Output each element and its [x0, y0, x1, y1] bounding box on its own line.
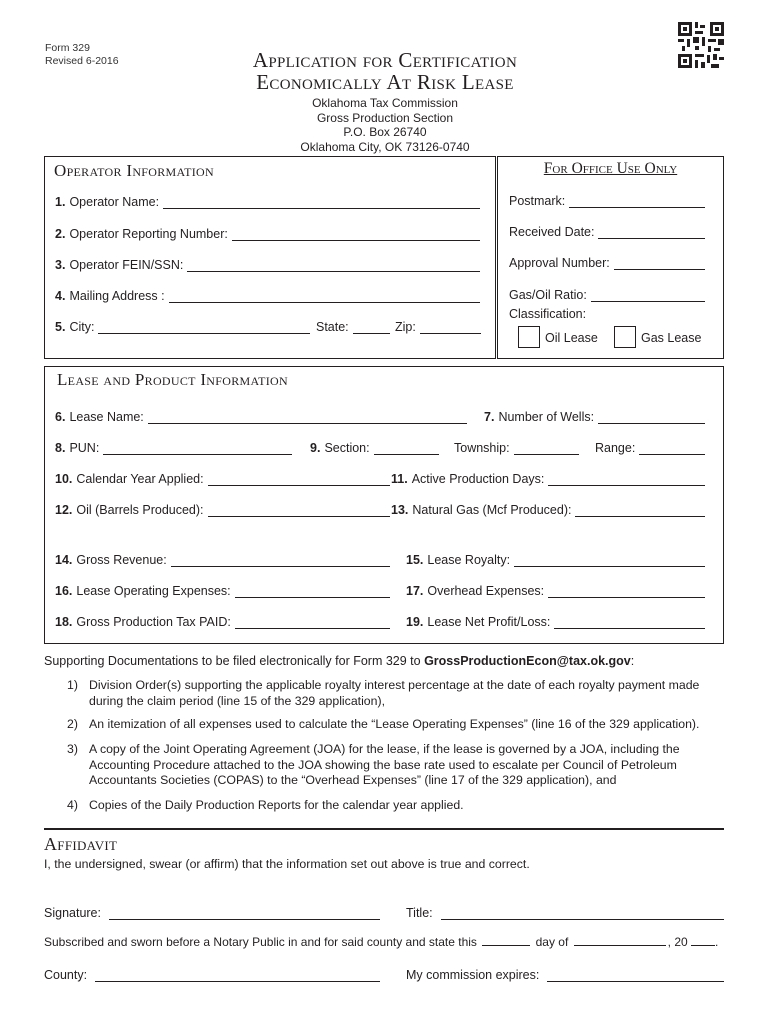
affidavit-statement: I, the undersigned, swear (or affirm) that the information set out above is true and correct. [44, 857, 530, 871]
lease-name-label: Lease Name: [69, 410, 144, 424]
postmark-field[interactable] [509, 192, 705, 208]
lease-net-profit-label: Lease Net Profit/Loss: [427, 615, 551, 629]
field-number: 1. [55, 195, 66, 209]
supporting-docs-text: Supporting Documentations to be filed electronically for Form 329 to [44, 654, 425, 668]
field-number: 17. [406, 584, 424, 598]
title-label: Title: [406, 906, 433, 920]
commission-expires-input[interactable] [547, 970, 724, 982]
calendar-year-input[interactable] [208, 474, 390, 486]
received-date-label: Received Date: [509, 225, 595, 239]
doc-item [67, 798, 727, 814]
notary-day-of: day of [535, 935, 569, 949]
received-date-field[interactable] [509, 223, 705, 239]
operator-fein-label: Operator FEIN/SSN: [69, 258, 184, 272]
doc-item [67, 742, 727, 789]
gas-lease-checkbox[interactable] [614, 326, 636, 348]
oil-barrels-field[interactable] [55, 501, 390, 517]
operator-reporting-number-input[interactable] [232, 229, 480, 241]
oil-lease-checkbox[interactable] [518, 326, 540, 348]
doc-item-number: 3) [67, 742, 78, 756]
signature-field[interactable] [44, 904, 380, 920]
gas-oil-ratio-label: Gas/Oil Ratio: [509, 288, 587, 302]
form-title-line1: Application for Certification [252, 48, 518, 72]
zip-label: Zip: [395, 320, 416, 334]
township-input[interactable] [514, 443, 579, 455]
field-number: 4. [55, 289, 66, 303]
submission-email-link[interactable]: GrossProductionEcon@tax.ok.gov [424, 654, 631, 668]
natural-gas-field[interactable] [391, 501, 705, 517]
township-field[interactable] [454, 439, 579, 455]
agency-name: Oklahoma Tax Commission [312, 96, 458, 110]
approval-number-field[interactable] [509, 254, 705, 270]
active-production-days-label: Active Production Days: [411, 472, 545, 486]
gas-lease-label: Gas Lease [641, 331, 702, 345]
gross-revenue-field[interactable] [55, 551, 390, 567]
title-field[interactable] [406, 904, 724, 920]
postmark-input[interactable] [569, 196, 705, 208]
title-input[interactable] [441, 908, 724, 920]
supporting-docs-intro [44, 654, 634, 668]
field-number: 12. [55, 503, 73, 517]
section-label: Section: [324, 441, 370, 455]
affidavit-title: Affidavit [44, 834, 118, 854]
postmark-label: Postmark: [509, 194, 566, 208]
lease-royalty-input[interactable] [514, 555, 705, 567]
field-number: 15. [406, 553, 424, 567]
gross-revenue-label: Gross Revenue: [76, 553, 167, 567]
agency-address [200, 96, 570, 154]
gross-revenue-input[interactable] [171, 555, 390, 567]
township-label: Township: [454, 441, 510, 455]
number-of-wells-label: Number of Wells: [498, 410, 595, 424]
pun-input[interactable] [103, 443, 292, 455]
doc-item-number: 4) [67, 798, 78, 812]
number-of-wells-field[interactable] [484, 408, 705, 424]
state-input[interactable] [353, 322, 390, 334]
doc-item-text: Division Order(s) supporting the applicable royalty interest percentage at the date of each royalty payment made [89, 678, 700, 692]
doc-item-text: An itemization of all expenses used to calculate the “Lease Operating Expenses” (line 16 of the 329 application). [89, 717, 700, 731]
section-input[interactable] [374, 443, 439, 455]
classification-label: Classification: [509, 307, 587, 321]
operator-name-field[interactable] [55, 193, 480, 209]
field-number: 9. [310, 441, 321, 455]
field-number: 18. [55, 615, 73, 629]
lease-name-field[interactable] [55, 408, 467, 424]
range-field[interactable] [595, 439, 705, 455]
signature-input[interactable] [109, 908, 380, 920]
office-use-title: For Office Use Only [543, 160, 678, 177]
field-number: 7. [484, 410, 495, 424]
gas-oil-ratio-input[interactable] [591, 290, 705, 302]
county-field[interactable] [44, 966, 380, 982]
notary-month-input[interactable] [574, 935, 666, 946]
field-number: 11. [391, 472, 408, 486]
operator-reporting-number-field[interactable] [55, 225, 480, 241]
lease-operating-expenses-field[interactable] [55, 582, 390, 598]
form-id [45, 42, 119, 68]
commission-expires-label: My commission expires: [406, 968, 540, 982]
overhead-expenses-label: Overhead Expenses: [427, 584, 545, 598]
lease-royalty-label: Lease Royalty: [427, 553, 511, 567]
oil-barrels-input[interactable] [208, 505, 390, 517]
city-label: City: [69, 320, 95, 334]
field-number: 3. [55, 258, 66, 272]
agency-city: Oklahoma City, OK 73126-0740 [300, 139, 470, 154]
calendar-year-field[interactable] [55, 470, 390, 486]
field-number: 10. [55, 472, 73, 486]
gross-production-tax-field[interactable] [55, 613, 390, 629]
natural-gas-label: Natural Gas (Mcf Produced): [412, 503, 572, 517]
approval-number-input[interactable] [614, 258, 705, 270]
field-number: 19. [406, 615, 424, 629]
supporting-docs-colon: : [630, 654, 635, 668]
lease-operating-expenses-input[interactable] [235, 586, 390, 598]
field-number: 14. [55, 553, 73, 567]
notary-year-input[interactable] [691, 935, 715, 946]
gas-oil-ratio-field[interactable] [509, 286, 705, 302]
doc-item [67, 717, 727, 733]
operator-reporting-number-label: Operator Reporting Number: [69, 227, 228, 241]
section-field[interactable] [310, 439, 439, 455]
field-number: 2. [55, 227, 66, 241]
doc-item-number: 1) [67, 678, 78, 692]
doc-item-text: during the claim period (line 15 of the 329 application), [89, 693, 385, 708]
form-number: Form 329 [45, 42, 90, 54]
lease-info-title: Lease and Product Information [57, 370, 288, 389]
notary-statement: Subscribed and sworn before a Notary Public in and for said county and state this [44, 935, 477, 949]
overhead-expenses-input[interactable] [548, 586, 705, 598]
operator-fein-field[interactable] [55, 256, 480, 272]
operator-fein-input[interactable] [187, 260, 480, 272]
gross-production-tax-input[interactable] [235, 617, 390, 629]
state-field[interactable] [316, 318, 390, 334]
oil-barrels-label: Oil (Barrels Produced): [76, 503, 204, 517]
lease-operating-expenses-label: Lease Operating Expenses: [76, 584, 231, 598]
received-date-input[interactable] [598, 227, 705, 239]
calendar-year-label: Calendar Year Applied: [76, 472, 204, 486]
agency-po-box: P.O. Box 26740 [343, 125, 427, 139]
state-label: State: [316, 320, 349, 334]
lease-net-profit-input[interactable] [554, 617, 705, 629]
agency-section: Gross Production Section [316, 110, 454, 125]
approval-number-label: Approval Number: [509, 256, 610, 270]
form-title-line2: Economically At Risk Lease [256, 70, 514, 94]
field-number: 13. [391, 503, 409, 517]
notary-year-prefix: , 20 [667, 935, 688, 949]
lease-name-input[interactable] [148, 412, 467, 424]
notary-line [44, 935, 734, 949]
pun-field[interactable] [55, 439, 292, 455]
natural-gas-input[interactable] [575, 505, 705, 517]
revised-date: Revised 6-2016 [45, 55, 119, 67]
field-number: 5. [55, 320, 66, 334]
field-number: 8. [55, 441, 66, 455]
commission-expires-field[interactable] [406, 966, 724, 982]
doc-item-text: Copies of the Daily Production Reports for the calendar year applied. [89, 798, 464, 812]
city-input[interactable] [98, 322, 310, 334]
operator-name-input[interactable] [163, 197, 480, 209]
active-production-days-field[interactable] [391, 470, 705, 486]
notary-period: . [715, 935, 719, 949]
mailing-address-input[interactable] [169, 291, 480, 303]
zip-input[interactable] [420, 322, 481, 334]
county-input[interactable] [95, 970, 380, 982]
operator-name-label: Operator Name: [69, 195, 160, 209]
field-number: 6. [55, 410, 66, 424]
number-of-wells-input[interactable] [598, 412, 705, 424]
doc-item-number: 2) [67, 717, 78, 731]
doc-item [67, 678, 727, 709]
overhead-expenses-field[interactable] [406, 582, 705, 598]
county-label: County: [44, 968, 88, 982]
active-production-days-input[interactable] [548, 474, 705, 486]
affidavit-divider [44, 828, 724, 830]
doc-item-text: Accountants Societies (COPAS) to the “Overhead Expenses” (line 17 of the 329 application), and [89, 773, 617, 787]
lease-net-profit-field[interactable] [406, 613, 705, 629]
doc-item-text: A copy of the Joint Operating Agreement (JOA) for the lease, if the lease is governed by a JOA, including the [89, 742, 680, 756]
mailing-address-field[interactable] [55, 287, 480, 303]
mailing-address-label: Mailing Address : [69, 289, 165, 303]
lease-royalty-field[interactable] [406, 551, 705, 567]
notary-day-input[interactable] [482, 935, 530, 946]
range-label: Range: [595, 441, 636, 455]
oil-lease-label: Oil Lease [545, 331, 598, 345]
zip-field[interactable] [395, 318, 481, 334]
operator-info-title: Operator Information [54, 161, 214, 180]
qr-code-icon [678, 22, 724, 68]
doc-item-text: Accounting Procedure attached to the JOA showing the base rate used to escalate per Council of Petroleum [89, 757, 677, 772]
pun-label: PUN: [69, 441, 100, 455]
city-field[interactable] [55, 318, 310, 334]
gross-production-tax-label: Gross Production Tax PAID: [76, 615, 231, 629]
signature-label: Signature: [44, 906, 101, 920]
range-input[interactable] [639, 443, 705, 455]
field-number: 16. [55, 584, 73, 598]
